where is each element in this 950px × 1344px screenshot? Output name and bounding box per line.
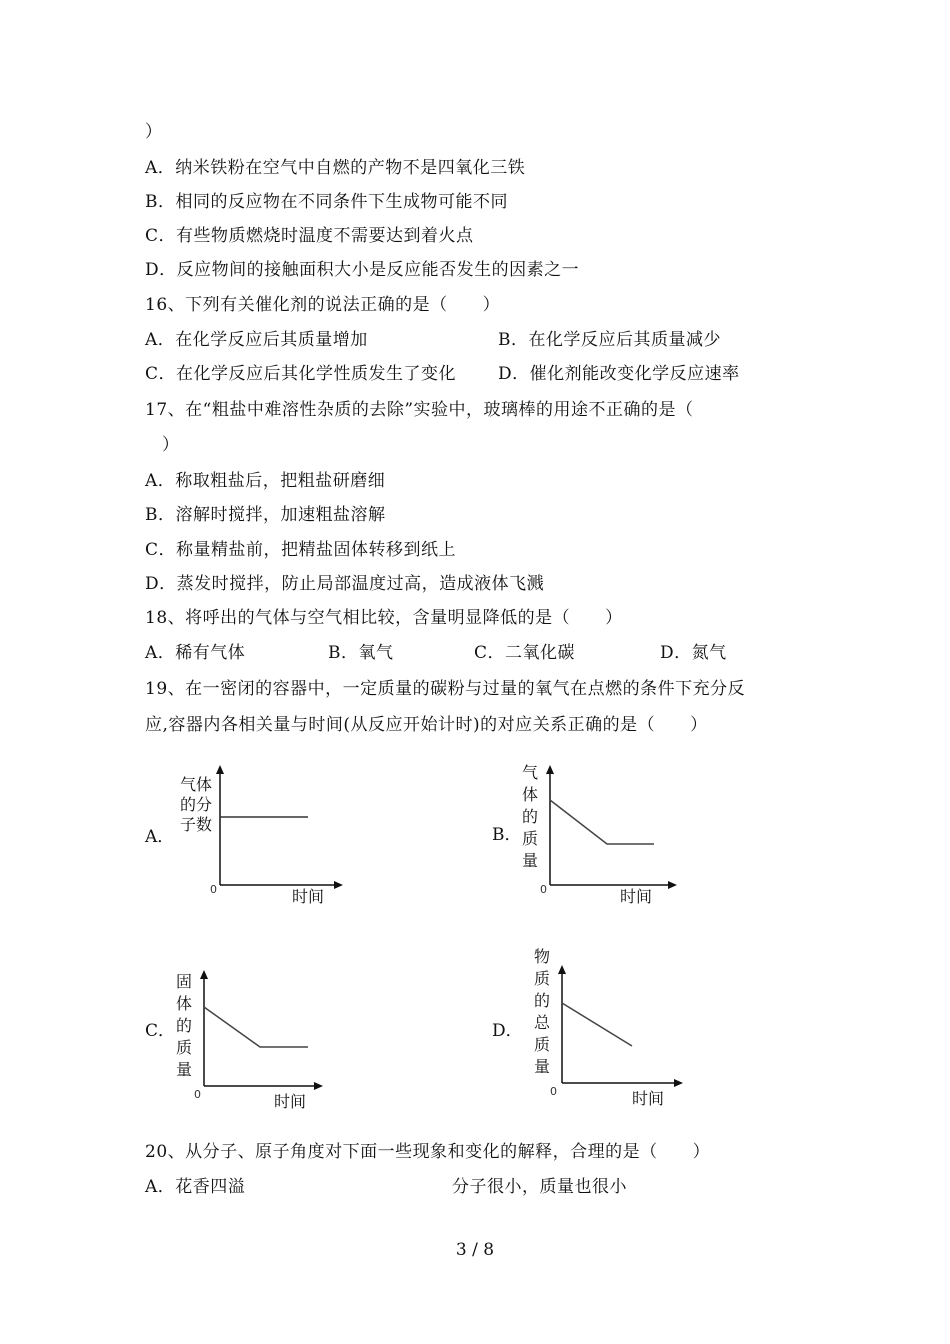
graph-d-ylabel-1: 物: [534, 947, 551, 966]
graph-a: [170, 760, 360, 910]
graph-a-ylabel-2: 的分: [180, 795, 213, 814]
graph-d-ylabel-2: 质: [534, 969, 551, 988]
q17-option-a: A．称取粗盐后，把粗盐研磨细: [145, 471, 386, 491]
q17-stem: 17、在“粗盐中难溶性杂质的去除”实验中，玻璃棒的用途不正确的是（: [145, 400, 694, 420]
graph-d-curve: [562, 1003, 632, 1046]
graph-c-curve: [204, 1007, 308, 1047]
q18-stem: 18、将呼出的气体与空气相比较，含量明显降低的是（ ）: [145, 608, 623, 628]
q16-option-a: A．在化学反应后其质量增加: [145, 330, 368, 350]
graph-c-ylabel-2: 体: [176, 994, 193, 1013]
q18-option-d: D．氮气: [660, 643, 727, 663]
graph-b-y-arrow: [546, 765, 554, 774]
graph-b-xlabel: 时间: [620, 887, 653, 906]
graph-c-ylabel-4: 质: [176, 1038, 193, 1057]
q19-stem-line1: 19、在一密闭的容器中，一定质量的碳粉与过量的氧气在点燃的条件下充分反: [145, 679, 746, 699]
q15-option-d: D．反应物间的接触面积大小是反应能否发生的因素之一: [145, 260, 580, 280]
page-number: 3 / 8: [455, 1240, 495, 1260]
graph-b: [512, 760, 702, 910]
graph-b-ylabel-2: 体: [522, 785, 539, 804]
q16-stem: 16、下列有关催化剂的说法正确的是（ ）: [145, 295, 501, 315]
graph-d-xlabel: 时间: [632, 1089, 665, 1108]
q17-stem-cont: ）: [162, 435, 180, 455]
q15-option-a: A．纳米铁粉在空气中自燃的产物不是四氧化三铁: [145, 158, 526, 178]
q17-option-b: B．溶解时搅拌，加速粗盐溶解: [145, 505, 386, 525]
graph-a-origin: 0: [210, 883, 217, 896]
graph-a-x-arrow: [334, 881, 343, 889]
graph-a-ylabel-1: 气体: [180, 775, 213, 794]
graph-b-origin: 0: [540, 883, 547, 896]
graph-d-ylabel-4: 总: [534, 1013, 551, 1032]
graph-b-ylabel-4: 质: [522, 829, 539, 848]
graph-b-x-arrow: [668, 881, 677, 889]
graph-b-ylabel-1: 气: [522, 763, 539, 782]
q17-option-d: D．蒸发时搅拌，防止局部温度过高，造成液体飞溅: [145, 574, 545, 594]
graph-d-option: D．: [492, 1021, 523, 1041]
q20-stem: 20、从分子、原子角度对下面一些现象和变化的解释，合理的是（ ）: [145, 1142, 711, 1162]
q16-option-b: B．在化学反应后其质量减少: [498, 330, 721, 350]
graph-b-ylabel-3: 的: [522, 807, 539, 826]
q15-option-b: B．相同的反应物在不同条件下生成物可能不同: [145, 192, 508, 212]
q16-option-d: D．催化剂能改变化学反应速率: [498, 364, 740, 384]
graph-d-y-arrow: [558, 965, 566, 974]
graph-c-ylabel-5: 量: [176, 1060, 193, 1079]
graph-a-xlabel: 时间: [292, 887, 325, 906]
graph-b-curve: [550, 800, 654, 844]
graph-d-ylabel-5: 质: [534, 1035, 551, 1054]
q18-option-b: B．氧气: [328, 643, 394, 663]
q15-paren: ）: [145, 122, 163, 142]
q18-option-c: C．二氧化碳: [474, 643, 576, 663]
q19-stem-line2: 应,容器内各相关量与时间(从反应开始计时)的对应关系正确的是（ ）: [145, 715, 708, 735]
q20-option-a: A．花香四溢: [145, 1177, 246, 1197]
graph-c-origin: 0: [194, 1088, 201, 1101]
graph-c-y-arrow: [200, 970, 208, 979]
graph-c-ylabel-1: 固: [176, 972, 193, 991]
graph-c: [170, 965, 360, 1115]
graph-c-ylabel-3: 的: [176, 1016, 193, 1035]
q18-option-a: A．稀有气体: [145, 643, 246, 663]
graph-d-origin: 0: [550, 1085, 557, 1098]
q16-option-c: C．在化学反应后其化学性质发生了变化: [145, 364, 457, 384]
graph-a-option: A．: [145, 827, 175, 847]
graph-a-y-arrow: [216, 765, 224, 774]
graph-c-xlabel: 时间: [274, 1092, 307, 1111]
graph-a-ylabel-3: 子数: [180, 815, 213, 834]
graph-b-ylabel-5: 量: [522, 851, 539, 870]
q17-option-c: C．称量精盐前，把精盐固体转移到纸上: [145, 540, 457, 560]
graph-c-x-arrow: [314, 1082, 323, 1090]
graph-d-ylabel-6: 量: [534, 1057, 551, 1076]
q20-option-a-explanation: 分子很小，质量也很小: [452, 1177, 627, 1197]
graph-c-option: C．: [145, 1021, 176, 1041]
q15-option-c: C．有些物质燃烧时温度不需要达到着火点: [145, 226, 474, 246]
graph-d-ylabel-3: 的: [534, 991, 551, 1010]
graph-b-option: B．: [492, 825, 522, 845]
graph-d: [510, 940, 700, 1112]
graph-d-x-arrow: [674, 1079, 683, 1087]
